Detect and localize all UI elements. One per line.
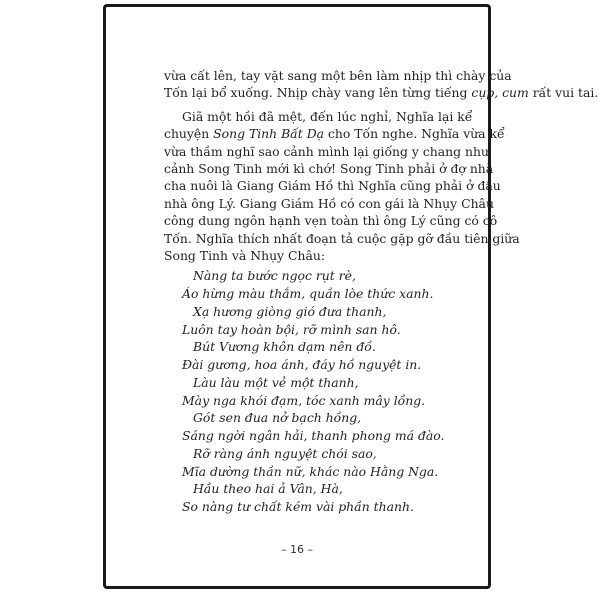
paragraph-text: cho Tốn nghe. Nghĩa vừa kể <box>324 126 505 142</box>
paragraph-2 <box>164 108 520 265</box>
paragraph-line: nhà ông Lý. Giang Giám Hồ có con gái là Nhụy Châu <box>164 195 494 211</box>
paragraph-line: cha nuôi là Giang Giám Hồ thì Nghĩa cũng phải ở đậu <box>164 178 501 194</box>
paragraph-1 <box>164 67 599 102</box>
poem-line: Nàng ta bước ngọc rụt rè, <box>193 268 356 284</box>
paragraph-line: vừa thầm nghĩ sao cảnh mình lại giống y chang như <box>164 143 489 159</box>
paragraph-line: vừa cất lên, tay vặt sang một bên làm nhịp thì chày của <box>164 68 512 83</box>
paragraph-line: Song Tinh và Nhụy Châu: <box>164 248 325 264</box>
paragraph-text: Tốn lại bổ xuống. Nhịp chày vang lên từng tiếng <box>164 85 472 101</box>
poem-line: Mày nga khói đạm, tóc xanh mây lồng. <box>182 392 426 408</box>
poem-line: Làu làu một vẻ một thanh, <box>193 374 359 390</box>
page-content <box>164 67 599 516</box>
poem-line: Sáng ngời ngân hải, thanh phong má đào. <box>182 428 445 444</box>
poem-line: Áo hừng màu thắm, quần lòe thức xanh. <box>182 286 434 302</box>
poem-line: Rỡ ràng ánh nguyệt chói sao, <box>193 445 377 461</box>
poem-line: Hầu theo hai ả Vân, Hà, <box>193 481 343 497</box>
poem-line: Luôn tay hoàn bội, rỡ mình san hô. <box>182 321 401 337</box>
paragraph-text: rất vui tai. <box>528 85 599 101</box>
paragraph-line <box>164 125 505 142</box>
book-title: Song Tinh Bất Dạ <box>213 126 325 142</box>
poem <box>164 267 445 516</box>
poem-line: Gót sen đua nở bạch hồng, <box>193 410 362 426</box>
paragraph-line: cảnh Song Tinh mới kì chớ! Song Tinh phải ở đợ nhà <box>164 161 494 177</box>
page-number: – 16 – <box>281 543 313 556</box>
paragraph-line: công dung ngôn hạnh vẹn toàn thì ông Lý cũng có cô <box>164 213 498 229</box>
paragraph-line: Tốn. Nghĩa thích nhất đoạn tả cuộc gặp gỡ đầu tiên giữa <box>164 230 520 246</box>
paragraph-text: chuyện <box>164 126 214 142</box>
paragraph-line: Giã một hồi đã mệt, đến lúc nghỉ, Nghĩa lại kể <box>182 108 473 124</box>
poem-line: Xạ hương giòng gió đưa thanh, <box>193 303 387 319</box>
onomatopoeia-text: cụp, cum <box>471 85 529 101</box>
book-page <box>103 4 599 589</box>
poem-line: Mĩa dường thần nữ, khác nào Hằng Nga. <box>182 463 439 479</box>
paragraph-line <box>164 84 599 101</box>
poem-line: Đài gương, hoa ánh, đáy hồ nguyệt in. <box>182 357 422 373</box>
poem-line: So nàng tư chất kém vài phần thanh. <box>182 499 414 515</box>
poem-line: Bút Vương khôn dạm nên đồ. <box>193 339 376 355</box>
